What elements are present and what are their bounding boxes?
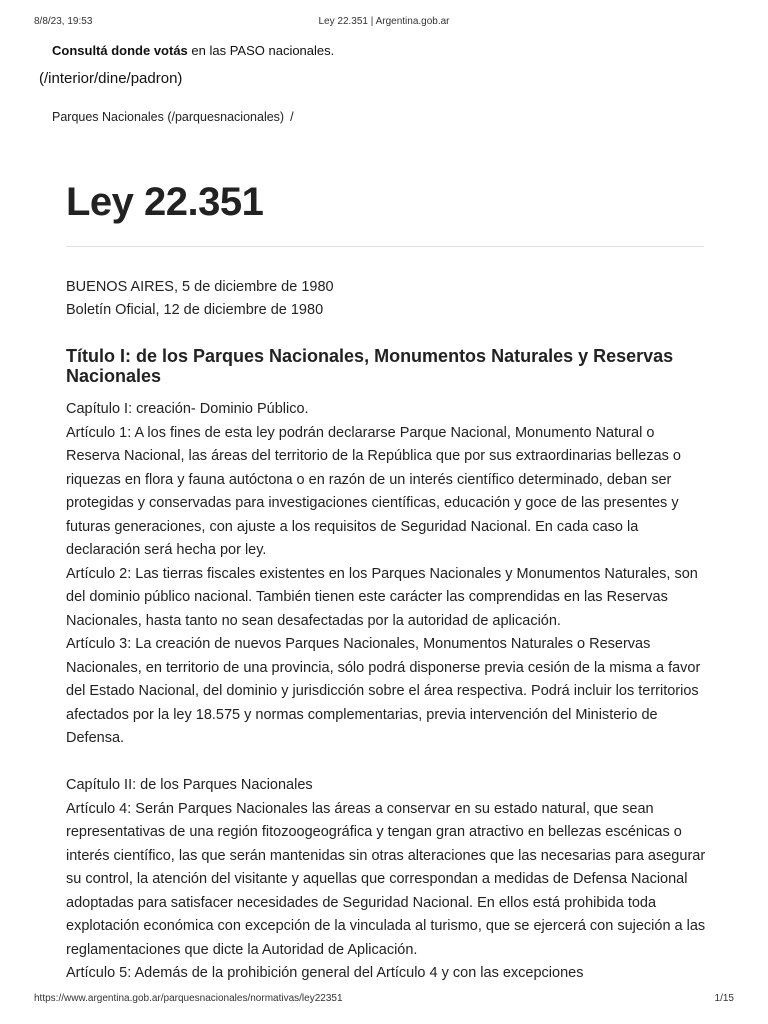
print-datetime: 8/8/23, 19:53 bbox=[34, 16, 93, 27]
print-page-number: 1/15 bbox=[714, 993, 734, 1004]
meta-bulletin: Boletín Oficial, 12 de diciembre de 1980 bbox=[66, 302, 324, 318]
elections-banner bbox=[52, 43, 334, 58]
breadcrumb-item-parques-nacionales[interactable]: Parques Nacionales (/parquesnacionales) bbox=[52, 110, 285, 124]
article-3: Artículo 3: La creación de nuevos Parques Nacionales, Monumentos Naturales o Reservas Nacionales, en territorio de una provincia, sólo podrá disponerse previa cesión de la misma a favor del Estado Nacional, del dominio y jurisdicción sobre el área respectiva. Podrá incluir los territorios afectados por la ley 18.575 y normas complementarias, previa intervención del Ministerio de Defensa. bbox=[66, 636, 701, 746]
article-2: Artículo 2: Las tierras fiscales existentes en los Parques Nacionales y Monumentos Naturales, son del dominio público nacional. También tienen este carácter las comprendidas en las Reservas Nacionales, hasta tanto no sean desafectadas por la autoridad de aplicación. bbox=[66, 565, 698, 629]
article-5: Artículo 5: Además de la prohibición general del Artículo 4 y con las excepciones bbox=[66, 965, 584, 981]
print-header bbox=[0, 16, 768, 30]
print-url: https://www.argentina.gob.ar/parquesnacionales/normativas/ley22351 bbox=[34, 993, 343, 1004]
section-title: Título I: de los Parques Nacionales, Monumentos Naturales y Reservas Nacionales bbox=[66, 346, 674, 386]
print-footer bbox=[0, 993, 768, 1007]
page-title: Ley 22.351 bbox=[66, 180, 264, 224]
title-divider bbox=[66, 246, 704, 247]
banner-link[interactable]: Consultá donde votás bbox=[52, 43, 188, 58]
breadcrumb bbox=[52, 110, 294, 124]
law-meta bbox=[66, 276, 704, 322]
print-page-title: Ley 22.351 | Argentina.gob.ar bbox=[318, 16, 450, 27]
meta-date: BUENOS AIRES, 5 de diciembre de 1980 bbox=[66, 279, 334, 295]
article-1: Artículo 1: A los fines de esta ley podrán declararse Parque Nacional, Monumento Natural o Reserva Nacional, las áreas del territorio de la República que por sus extraordinarias bellezas o riquezas en flora y fauna autóctona o en razón de un interés científico determinado, deban ser protegidas y conservadas para investigaciones científicas, educación y goce de las presentes y futuras generaciones, con ajuste a los requisitos de Seguridad Nacional. En cada caso la declaración será hecha por ley. bbox=[66, 424, 681, 558]
chapter-1-heading: Capítulo I: creación- Dominio Público. bbox=[66, 401, 309, 417]
chapter-2-heading: Capítulo II: de los Parques Nacionales bbox=[66, 777, 313, 793]
banner-link-path[interactable]: (/interior/dine/padron) bbox=[39, 70, 183, 87]
paragraph-gap bbox=[66, 751, 706, 775]
law-body bbox=[66, 398, 706, 986]
breadcrumb-separator: / bbox=[290, 110, 294, 124]
banner-text: en las PASO nacionales. bbox=[187, 43, 335, 58]
article-4: Artículo 4: Serán Parques Nacionales las áreas a conservar en su estado natural, que sean representativas de una región fitozoogeográfica y tengan gran atractivo en bellezas escénicas o interés científico, las que serán mantenidas sin otras alteraciones que las necesarias para asegurar su control, la atención del visitante y aquellas que correspondan a medidas de Defensa Nacional adoptadas para satisfacer necesidades de Seguridad Nacional. En ellos está prohibida toda explotación económica con excepción de la vinculada al turismo, que se ejercerá con sujeción a las reglamentaciones que dicte la Autoridad de Aplicación. bbox=[66, 800, 706, 958]
